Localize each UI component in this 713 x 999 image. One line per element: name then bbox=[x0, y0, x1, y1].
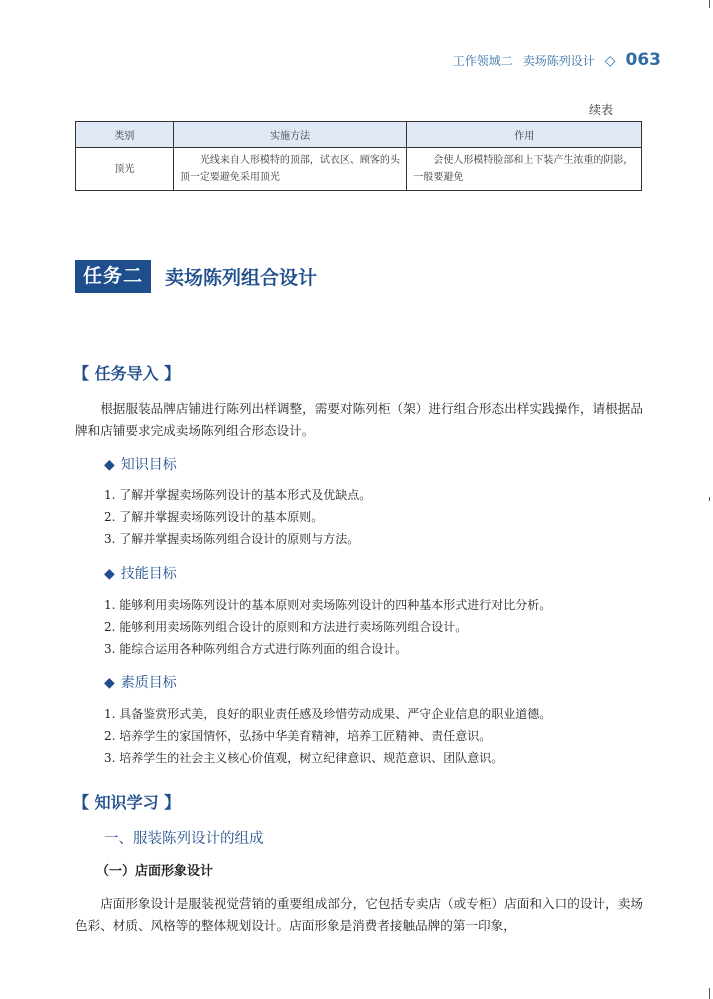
intro-paragraph: 根据服装品牌店铺进行陈列出样调整，需要对陈列柜（架）进行组合形态出样实践操作，请根据品牌和店铺要求完成卖场陈列组合形态设计。 bbox=[75, 401, 643, 438]
table-row bbox=[76, 148, 642, 191]
task-title: 卖场陈列组合设计 bbox=[165, 267, 318, 289]
diamond-bullet-icon: ◆ bbox=[104, 457, 115, 473]
list-item: 1. 了解并掌握卖场陈列设计的基本形式及优缺点。 bbox=[104, 488, 372, 502]
diamond-bullet-icon: ◆ bbox=[104, 675, 115, 691]
goal-heading-knowledge: ◆ 知识目标 bbox=[104, 457, 177, 473]
goal-list-quality bbox=[104, 703, 551, 769]
list-item: 3. 培养学生的社会主义核心价值观，树立纪律意识、规范意识、团队意识。 bbox=[104, 751, 504, 765]
task-tag: 任务二 bbox=[75, 260, 151, 293]
crop-mark-top bbox=[709, 0, 710, 8]
crop-mark-mid bbox=[709, 497, 710, 501]
column-header: 实施方法 bbox=[173, 122, 407, 148]
diamond-bullet-icon: ◆ bbox=[104, 566, 115, 582]
list-item: 3. 能综合运用各种陈列组合方式进行陈列面的组合设计。 bbox=[104, 642, 408, 656]
column-header: 作用 bbox=[407, 122, 642, 148]
column-header: 类别 bbox=[76, 122, 174, 148]
table-cell-method: 光线来自人形模特的顶部，试衣区、顾客的头顶一定要避免采用顶光 bbox=[173, 148, 407, 191]
list-item: 2. 了解并掌握卖场陈列设计的基本原则。 bbox=[104, 510, 324, 524]
page-number: 063 bbox=[625, 50, 661, 70]
table-cell-effect: 会使人形模特脸部和上下装产生浓重的阴影，一般要避免 bbox=[407, 148, 642, 191]
goal-list-skill bbox=[104, 594, 551, 660]
goal-heading-quality: ◆ 素质目标 bbox=[104, 675, 177, 691]
header-section: 卖场陈列设计 bbox=[522, 54, 595, 68]
diamond-icon: ◇ bbox=[604, 53, 616, 69]
learning-heading: 【 知识学习 】 bbox=[73, 793, 181, 812]
lighting-table bbox=[75, 121, 642, 191]
running-header bbox=[453, 50, 661, 70]
header-domain: 工作领域二 bbox=[452, 54, 513, 68]
goal-heading-skill: ◆ 技能目标 bbox=[104, 566, 177, 582]
section-title: 一、服装陈列设计的组成 bbox=[104, 831, 264, 847]
list-item: 3. 了解并掌握卖场陈列组合设计的原则与方法。 bbox=[104, 532, 360, 546]
intro-heading: 【 任务导入 】 bbox=[73, 364, 181, 383]
list-item: 1. 具备鉴赏形式美，良好的职业责任感及珍惜劳动成果、严守企业信息的职业道德。 bbox=[104, 707, 552, 721]
subsection-title: （一）店面形象设计 bbox=[96, 864, 214, 879]
learning-paragraph: 店面形象设计是服装视觉营销的重要组成部分，它包括专卖店（或专柜）店面和入口的设计，卖场色彩、材质、风格等的整体规划设计。店面形象是消费者接触品牌的第一印象， bbox=[75, 896, 643, 933]
continued-label: 续表 bbox=[588, 103, 613, 117]
list-item: 2. 培养学生的家国情怀，弘扬中华美育精神，培养工匠精神、责任意识。 bbox=[104, 729, 492, 743]
list-item: 1. 能够利用卖场陈列设计的基本原则对卖场陈列设计的四种基本形式进行对比分析。 bbox=[104, 598, 552, 612]
table-header-row bbox=[76, 122, 642, 148]
table-cell-category: 顶光 bbox=[76, 148, 174, 191]
crop-mark-bottom bbox=[709, 988, 710, 999]
task-banner bbox=[75, 260, 317, 293]
list-item: 2. 能够利用卖场陈列组合设计的原则和方法进行卖场陈列组合设计。 bbox=[104, 620, 468, 634]
goal-list-knowledge bbox=[104, 484, 371, 550]
